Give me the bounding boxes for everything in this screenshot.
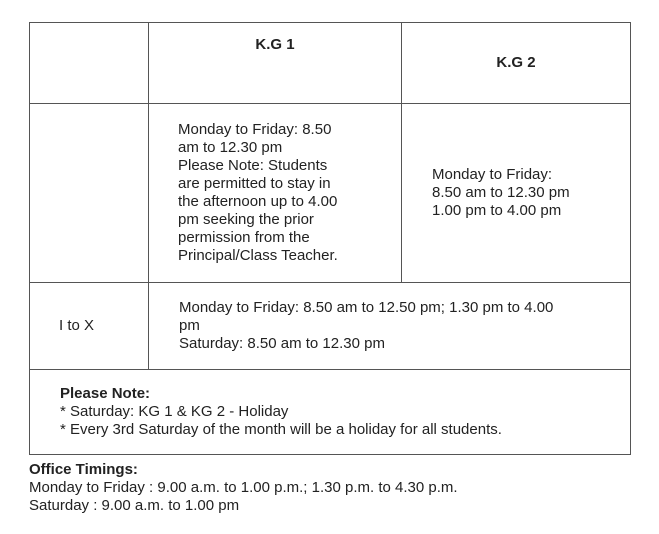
kg1-timing-line: Monday to Friday: 8.50 [178,121,332,138]
kg1-timing-line: Please Note: Students [178,157,328,174]
note-item: * Every 3rd Saturday of the month will be a holiday for all students. [60,421,502,438]
empty-label-cell [30,104,149,283]
grades-timing-line: Saturday: 8.50 am to 12.30 pm [179,335,385,352]
kg2-header [402,23,631,104]
grades-label: I to X [59,317,95,334]
office-timing-line: Saturday : 9.00 a.m. to 1.00 pm [29,497,240,514]
kg1-timings-cell [149,104,402,283]
kg2-timing-line: 1.00 pm to 4.00 pm [432,202,562,219]
office-timing-line: Monday to Friday : 9.00 a.m. to 1.00 p.m.; 1.30 p.m. to 4.30 p.m. [29,479,458,496]
header-row [30,23,631,104]
kg1-timing-line: are permitted to stay in [178,175,331,192]
grades-label-cell [30,283,149,370]
kg-timings-row [30,104,631,283]
kg1-timing-line: Principal/Class Teacher. [178,247,338,264]
school-timings-table [29,22,631,455]
office-timings-title: Office Timings: [29,461,138,478]
kg1-header [149,23,402,104]
empty-header-cell [30,23,149,104]
note-cell [30,370,631,455]
office-timings [29,461,629,515]
kg2-timing-line: 8.50 am to 12.30 pm [432,184,570,201]
kg1-timing-line: am to 12.30 pm [178,139,283,156]
grades-row [30,283,631,370]
kg2-timing-line: Monday to Friday: [432,166,553,183]
note-row [30,370,631,455]
note-title: Please Note: [60,385,151,402]
kg2-timings-cell [402,104,631,283]
kg2-header-label: K.G 2 [496,54,536,71]
note-item: * Saturday: KG 1 & KG 2 - Holiday [60,403,289,420]
grades-timing-line: Monday to Friday: 8.50 am to 12.50 pm; 1.30 pm to 4.00 [179,299,554,316]
kg1-timing-line: the afternoon up to 4.00 [178,193,338,210]
grades-timing-line: pm [179,317,200,334]
kg1-header-label: K.G 1 [255,36,295,53]
grades-timings-cell [149,283,631,370]
kg1-timing-line: permission from the [178,229,310,246]
kg1-timing-line: pm seeking the prior [178,211,314,228]
